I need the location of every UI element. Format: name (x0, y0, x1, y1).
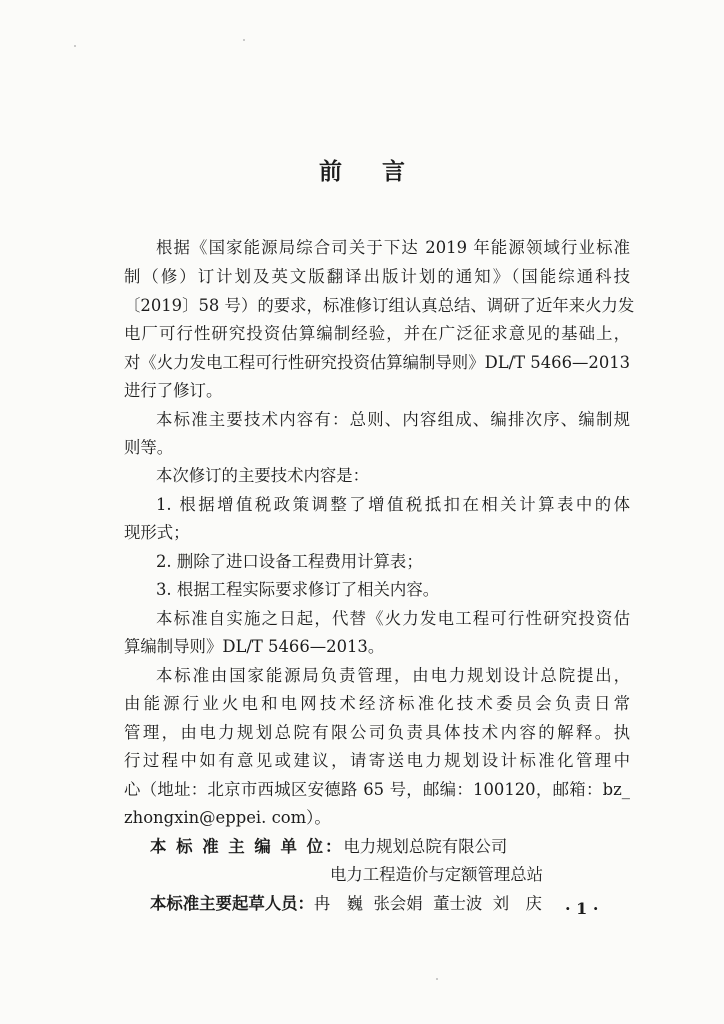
paragraph-line: 心（地址：北京市西城区安德路 65 号，邮编：100120，邮箱：bz_ (124, 780, 630, 799)
scan-speck (74, 45, 76, 47)
drafters-row (150, 893, 542, 915)
paragraph-line: 本次修订的主要技术内容是： (156, 466, 370, 485)
chief-editor-1: 电力规划总院有限公司 (343, 837, 508, 856)
chief-editor-label: 本 标 准 主 编 单 位： (150, 837, 344, 856)
chief-editor-2: 电力工程造价与定额管理总站 (330, 865, 544, 884)
paragraph-line: 进行了修订。 (124, 381, 223, 400)
drafter-4: 刘 庆 (492, 894, 542, 913)
drafters-label: 本标准主要起草人员： (150, 894, 314, 913)
paragraph-line: 本标准主要技术内容有：总则、内容组成、编排次序、编制规 (156, 410, 630, 429)
paragraph-line: 〔2019〕58 号）的要求，标准修订组认真总结、调研了近年来火力发 (124, 296, 635, 315)
drafter-1: 冉 巍 (313, 894, 364, 913)
list-item-line: 3. 根据工程实际要求修订了相关内容。 (156, 580, 440, 599)
scan-speck (436, 978, 438, 980)
scan-speck (243, 39, 245, 41)
title-char-2: 言 (382, 158, 405, 185)
drafter-2: 张会娟 (373, 894, 423, 913)
paragraph-line: 根据《国家能源局综合司关于下达 2019 年能源领域行业标准 (156, 238, 630, 257)
paragraph-line: 算编制导则》DL/T 5466—2013。 (124, 637, 385, 656)
paragraph-line: 制（修）订计划及英文版翻译出版计划的通知》（国能综通科技 (124, 267, 630, 286)
page-number: · 1 · (565, 899, 599, 918)
list-item-line: 1. 根据增值税政策调整了增值税抵扣在相关计算表中的体 (156, 495, 630, 514)
chief-editor-row (150, 836, 507, 858)
paragraph-line: 电厂可行性研究投资估算编制经验，并在广泛征求意见的基础上， (124, 324, 630, 343)
list-item-line: 2. 删除了进口设备工程费用计算表； (156, 552, 423, 571)
paragraph-line: 行过程中如有意见或建议，请寄送电力规划设计标准化管理中 (124, 751, 630, 770)
paragraph-line: 管理，由电力规划总院有限公司负责具体技术内容的解释。执 (124, 723, 630, 742)
paragraph-line: 对《火力发电工程可行性研究投资估算编制导则》DL/T 5466—2013 (124, 353, 631, 372)
paragraph-line: 则等。 (124, 438, 174, 457)
title-char-1: 前 (319, 158, 342, 185)
paragraph-line: 由能源行业火电和电网技术经济标准化技术委员会负责日常 (124, 694, 630, 713)
list-item-line: 现形式； (124, 523, 190, 542)
paragraph-line: 本标准由国家能源局负责管理，由电力规划设计总院提出， (156, 666, 630, 685)
page-title (0, 153, 724, 186)
paragraph-line: 本标准自实施之日起，代替《火力发电工程可行性研究投资估 (156, 609, 630, 628)
drafter-3: 董士波 (433, 894, 483, 913)
paragraph-line: zhongxin@eppei. com）。 (124, 808, 331, 827)
